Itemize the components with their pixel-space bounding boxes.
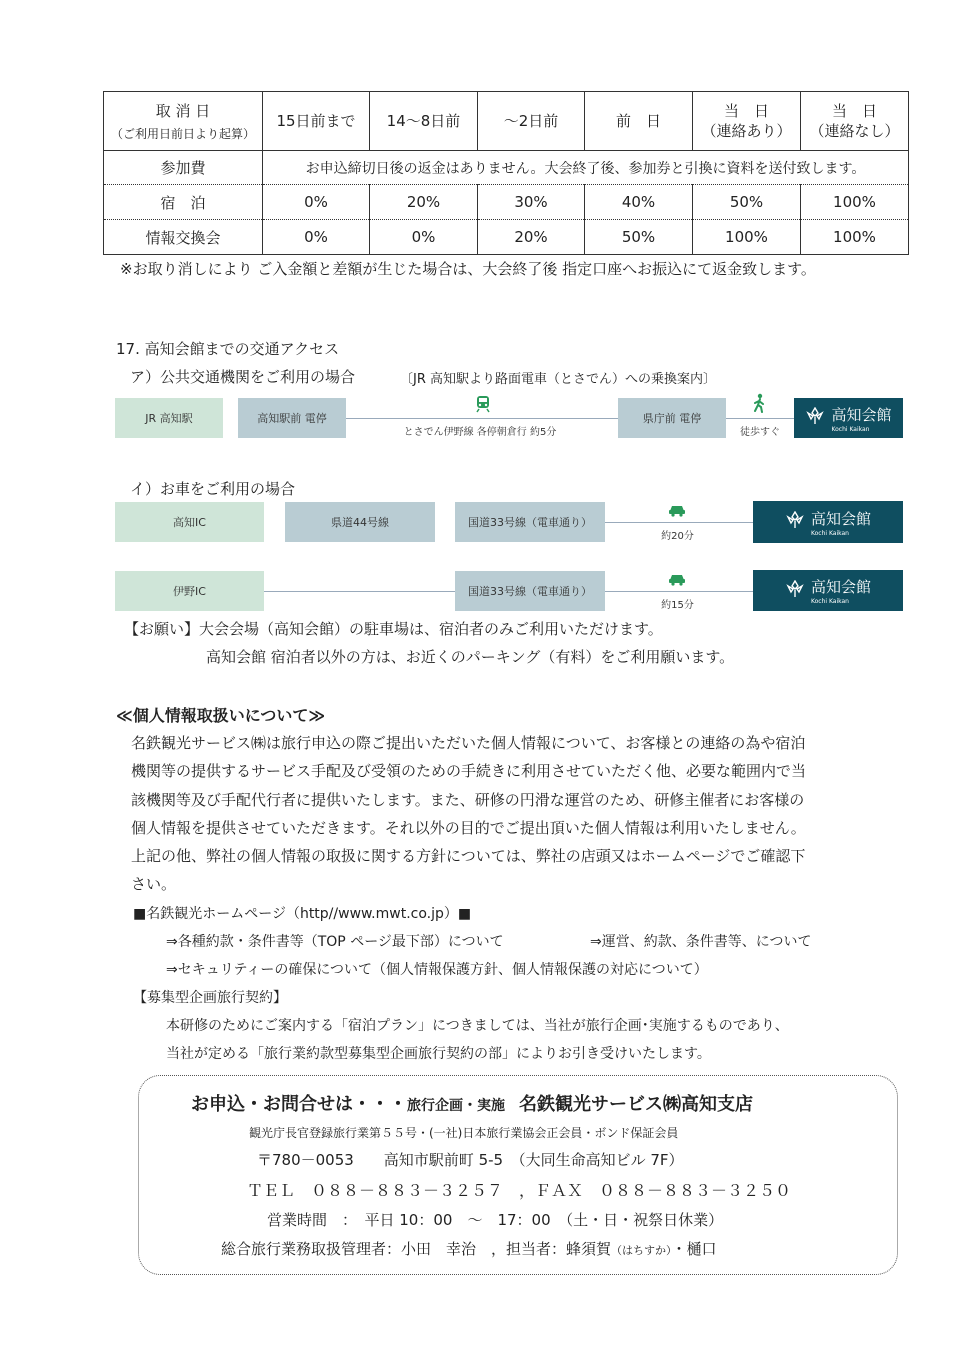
- table-cell: 50%: [585, 220, 693, 255]
- row-label: 宿 泊: [104, 185, 263, 220]
- contact-heading: [191, 1090, 753, 1116]
- table-cell: 100%: [801, 220, 909, 255]
- table-cell: 20%: [370, 185, 478, 220]
- route-line: [346, 418, 618, 419]
- car-title: イ）お車をご利用の場合: [130, 480, 296, 498]
- cancel-note: ※お取り消しにより ご入金額と差額が生じた場合は、大会終了後 指定口座へお振込にて返金致します。: [120, 260, 816, 278]
- column-header: 当 日 （連絡なし）: [801, 92, 909, 151]
- route-line: [605, 522, 753, 523]
- destination-kochi-kaikan: [753, 570, 903, 611]
- walking-person-icon: [752, 393, 766, 417]
- row-label: 情報交換会: [104, 220, 263, 255]
- route-box-kochi-ekimae: 高知駅前 電停: [238, 398, 346, 438]
- manager-tail: ・樋口: [671, 1240, 717, 1258]
- table-cell: 20%: [478, 220, 585, 255]
- parking-request-line1: 【お願い】大会会場（高知会館）の駐車場は、宿泊者のみご利用いただけます。: [124, 620, 663, 638]
- car-time-label: 約15分: [661, 600, 694, 611]
- route-box-national-route-33: 国道33号線（電車通り）: [455, 502, 605, 542]
- destination-sub: Kochi Kaikan: [831, 425, 870, 433]
- destination-kochi-kaikan: [753, 501, 903, 543]
- table-row: [104, 220, 909, 255]
- manager-reading: （はちすか）: [611, 1244, 672, 1257]
- destination-name: 高知会館: [831, 405, 892, 424]
- cancel-day-label: 取 消 日: [155, 102, 211, 120]
- destination-sub: Kochi Kaikan: [810, 529, 849, 537]
- privacy-paragraph: [131, 729, 891, 899]
- destination-name: 高知会館: [810, 509, 871, 528]
- destination-name: 高知会館: [810, 578, 871, 596]
- contact-company: 名鉄観光サービス㈱高知支店: [519, 1094, 753, 1115]
- contact-lead: お申込・お問合せは・・・: [191, 1094, 407, 1115]
- car-icon: [668, 502, 686, 521]
- contract-title: 【募集型企画旅行契約】: [133, 990, 287, 1006]
- contact-manager: [221, 1238, 717, 1259]
- privacy-line: 名鉄観光サービス㈱は旅行申込の際ご提出いただいた個人情報について、お客様との連絡の為や宿泊: [131, 734, 806, 752]
- column-header: 14～8日前: [370, 92, 478, 151]
- table-cell: 0%: [263, 220, 370, 255]
- contact-tel-fax: ＴＥＬ ０８８－８８３－３２５７ ，ＦＡＸ ０８８－８８３－３２５０: [247, 1181, 792, 1200]
- contact-hours: 営業時間 ： 平日 10：00 ～ 17：00 （土・日・祝祭日休業）: [267, 1211, 724, 1229]
- privacy-line: 該機関等及び手配代行者に提供いたします。また、研修の円滑な運営のため、研修主催者にお客様の: [131, 790, 805, 809]
- route-box-jr-kochi: JR 高知駅: [115, 398, 223, 438]
- manager-text: 総合旅行業務取扱管理者：小田 幸治 ，担当者：蜂須賀: [221, 1240, 612, 1258]
- contact-box: [138, 1075, 898, 1275]
- route-line: [264, 591, 455, 592]
- cancellation-fee-table: [103, 91, 909, 255]
- table-row: [104, 185, 909, 220]
- table-cell: 50%: [693, 185, 801, 220]
- fee-text: お申込締切日後の返金はありません。大会終了後、参加券と引換に資料を送付致します。: [263, 151, 909, 185]
- parking-request-line2: 高知会館 宿泊者以外の方は、お近くのパーキング（有料）をご利用願います。: [206, 648, 735, 666]
- destination-kochi-kaikan: [794, 398, 903, 438]
- kochi-kaikan-logo-icon: [785, 511, 805, 533]
- column-header: 15日前まで: [263, 92, 370, 151]
- table-cell: 30%: [478, 185, 585, 220]
- public-transport-title: ア）公共交通機関をご利用の場合: [130, 368, 356, 386]
- car-icon: [668, 571, 686, 590]
- privacy-line: 機関等の提供するサービス手配及び受領のための手続きに利用させていただく他、必要な範囲内で当: [131, 762, 807, 781]
- column-header: ～2日前: [478, 92, 585, 151]
- route-box-prefectural-road-44: 県道44号線: [285, 502, 435, 542]
- contact-planner: 旅行企画・実施: [407, 1098, 505, 1114]
- privacy-line: さい。: [131, 875, 177, 894]
- privacy-line: 上記の他、弊社の個人情報の取扱に関する方針については、弊社の店頭又はホームページでご確認下: [131, 847, 806, 866]
- privacy-title: ≪個人情報取扱いについて≫: [116, 706, 326, 725]
- column-header: 前 日: [585, 92, 693, 151]
- route-box-ino-ic: 伊野IC: [115, 571, 264, 611]
- route-box-kochi-ic: 高知IC: [115, 502, 264, 542]
- destination-sub: Kochi Kaikan: [810, 598, 849, 605]
- table-cell: 0%: [263, 185, 370, 220]
- cancel-day-header: [104, 92, 263, 151]
- train-route-label: とさでん伊野線 各停朝倉行 約5分: [403, 427, 557, 438]
- homepage-link[interactable]: ■名鉄観光ホームページ（http//www.mwt.co.jp）■: [133, 906, 472, 922]
- route-line: [726, 418, 794, 419]
- table-cell: 40%: [585, 185, 693, 220]
- contract-line2: 当社が定める「旅行業約款型募集型企画旅行契約の部」によりお引き受けいたします。: [166, 1046, 711, 1062]
- table-cell: 100%: [693, 220, 801, 255]
- route-box-national-route-33: 国道33号線（電車通り）: [455, 571, 605, 611]
- car-time-label: 約20分: [661, 531, 694, 542]
- access-title: 17. 高知会館までの交通アクセス: [116, 340, 340, 358]
- contact-address: 〒780－0053 高知市駅前町 5-5 （大同生命高知ビル 7F）: [257, 1151, 684, 1169]
- privacy-line: 個人情報を提供させていただきます。それ以外の目的でご提出頂いた個人情報は利用いたしません。: [131, 818, 806, 837]
- kochi-kaikan-logo-icon: [805, 407, 825, 429]
- cancel-day-sub: （ご利用日前日より起算）: [110, 127, 255, 141]
- route-line: [605, 591, 753, 592]
- route-box-kencho-mae: 県庁前 電停: [618, 398, 726, 438]
- terms-link[interactable]: ⇒各種約款・条件書等（TOP ページ最下部）について: [166, 934, 504, 950]
- fee-label: 参加費: [104, 151, 263, 185]
- contract-line1: 本研修のためにご案内する「宿泊プラン」につきましては、当社が旅行企画･実施するものであり、: [166, 1018, 789, 1034]
- train-icon: [475, 395, 491, 417]
- column-header: 当 日 （連絡あり）: [693, 92, 801, 151]
- kochi-kaikan-logo-icon: [785, 580, 805, 602]
- table-cell: 100%: [801, 185, 909, 220]
- contact-registration: 観光庁長官登録旅行業第５５号・(一社)日本旅行業協会正会員・ボンド保証会員: [249, 1126, 679, 1140]
- security-link[interactable]: ⇒セキュリティーの確保について（個人情報保護方針、個人情報保護の対応について）: [166, 962, 708, 978]
- operation-terms-link[interactable]: ⇒運営、約款、条件書等、について: [590, 934, 812, 950]
- public-transport-subtitle: 〔JR 高知駅より路面電車（とさでん）への乗換案内〕: [400, 372, 716, 387]
- walk-label: 徒歩すぐ: [740, 427, 780, 438]
- table-cell: 0%: [370, 220, 478, 255]
